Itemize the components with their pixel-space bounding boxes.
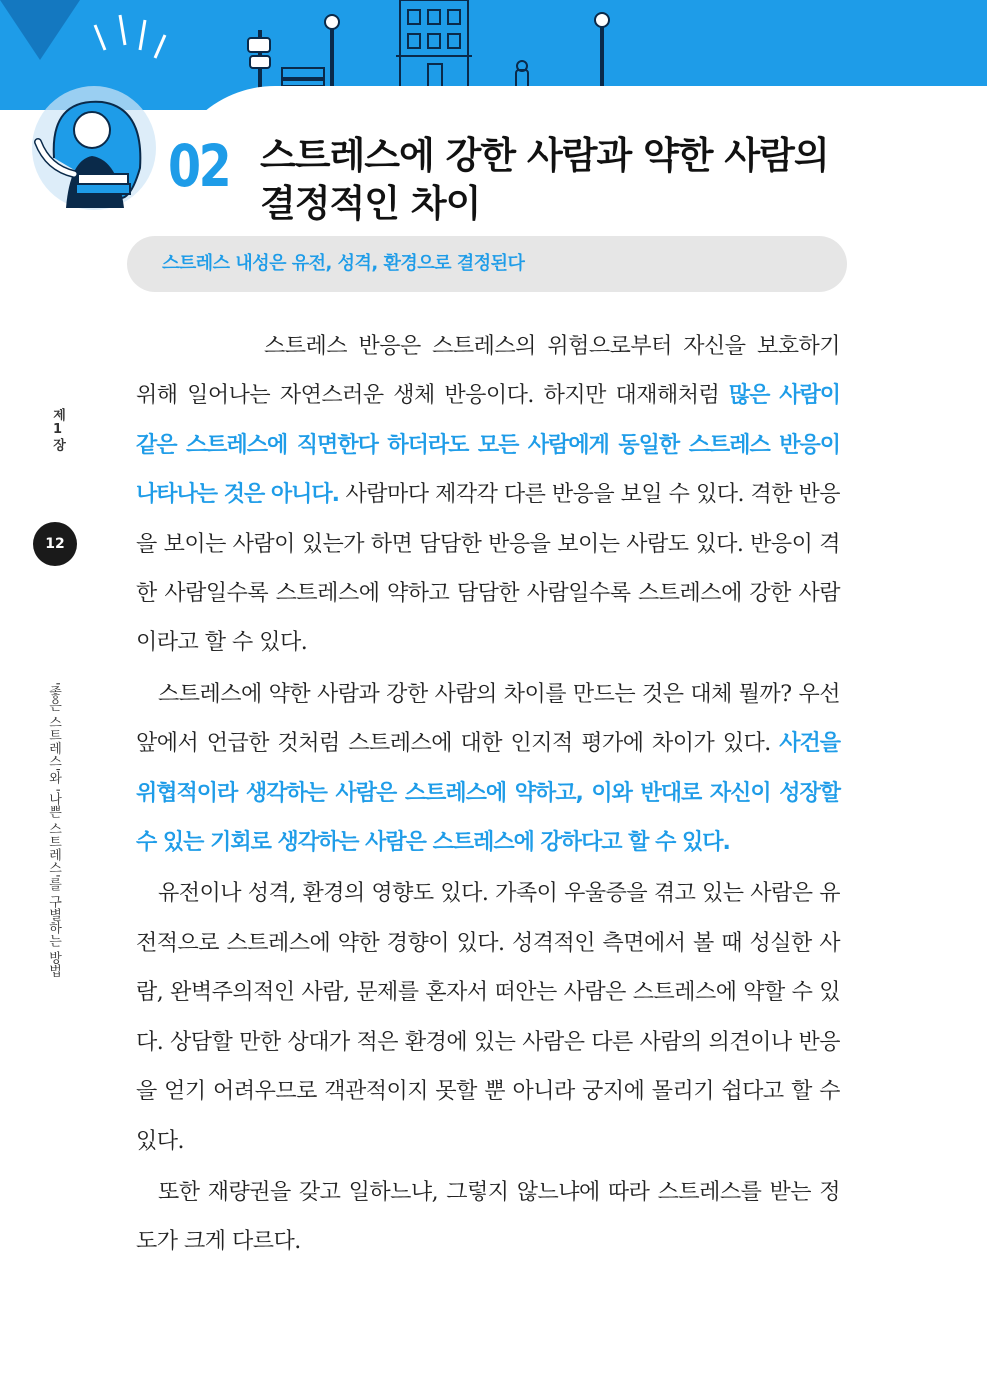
subtitle: 스트레스 내성은 유전, 성격, 환경으로 결정된다 [162, 253, 525, 274]
paragraph-2-highlight: 사건을 위협적이라 생각하는 사람은 스트레스에 약하고, 이와 반대로 자신이 성장할 수 있는 기회로 생각하는 사람은 스트레스에 강하다고 할 수 있다. [136, 731, 840, 856]
woman-holding-books-illustration [14, 78, 174, 218]
chapter-label: 제1장 [50, 408, 65, 452]
subtitle-banner [127, 236, 847, 292]
paragraph-2 [136, 670, 840, 868]
paragraph-2-text: 스트레스에 약한 사람과 강한 사람의 차이를 만드는 것은 대체 뭘까? 우선 앞에서 언급한 것처럼 스트레스에 대한 인지적 평가에 차이가 있다. [136, 681, 840, 757]
paragraph-1-text-b: 사람마다 제각각 다른 반응을 보일 수 있다. 격한 반응을 보이는 사람이 있는가 하면 담담한 반응을 보이는 사람도 있다. 반응이 격한 사람일수록 스트레스에 약하고 담담한 사람일수록 스트레스에 강한 사람이라고 할 수 있다. [136, 482, 840, 656]
book-title-vertical: '좋은 스트레스'와 '나쁜 스트레스'를 구별하는 방법 [46, 682, 61, 977]
banner-left-shape [0, 0, 80, 60]
paragraph-4: 또한 재량권을 갖고 일하느냐, 그렇지 않느냐에 따라 스트레스를 받는 정도가 크게 다르다. [136, 1179, 840, 1255]
lightning-rays [95, 15, 165, 58]
paragraph-1 [136, 322, 840, 668]
body-text [136, 322, 840, 1269]
page-title-line-2: 결정적인 차이 [260, 182, 481, 225]
paragraph-3: 유전이나 성격, 환경의 영향도 있다. 가족이 우울증을 겪고 있는 사람은 유전적으로 스트레스에 약한 경향이 있다. 성격적인 측면에서 볼 때 성실한 사람, 완벽주의적인 사람, 문제를 혼자서 떠안는 사람은 스트레스에 약할 수 있다. 상담할 만한 상대가 적은 환경에 있는 사람은 다른 사람의 의견이나 반응을 얻기 어려우므로 객관적이지 못할 뿐 아니라 궁지에 몰리기 쉽다고 할 수 있다. [136, 881, 840, 1154]
paragraph-1-highlight: 많은 사람이 같은 스트레스에 직면한다 하더라도 모든 사람에게 동일한 스트레스 반응이 나타나는 것은 아니다. [136, 383, 841, 508]
section-number: 02 [168, 132, 230, 200]
page-title [260, 132, 900, 228]
paragraph-1-text-a: 스트레스 반응은 스트레스의 위험으로부터 자신을 보호하기 위해 일어나는 자연스러운 생체 반응이다. 하지만 대재해처럼 [136, 334, 840, 409]
page-number: 12 [33, 522, 77, 566]
page-title-line-1: 스트레스에 강한 사람과 약한 사람의 [260, 134, 829, 177]
building-illustration [396, 0, 472, 96]
